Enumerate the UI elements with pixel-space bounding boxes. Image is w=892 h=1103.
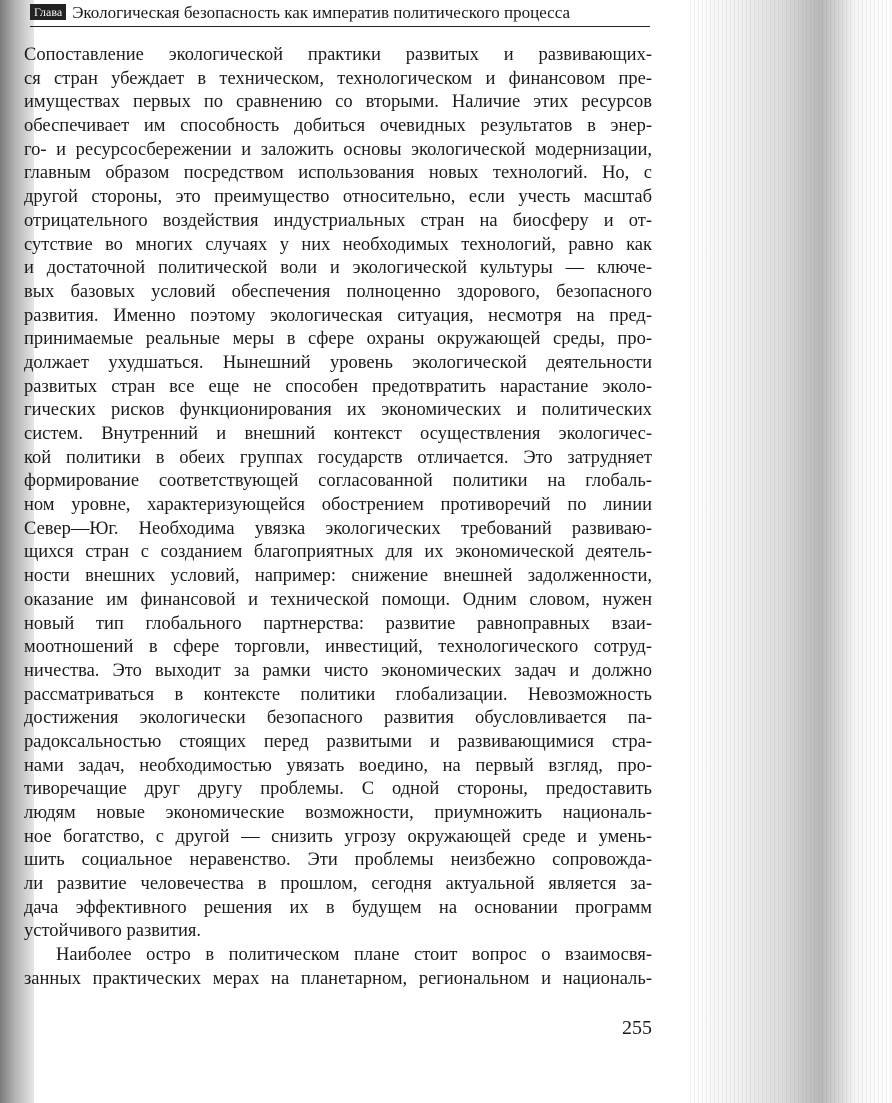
- text-line: достижения экологически безопасного развития обусловливается па-: [24, 708, 652, 729]
- text-line: развитых стран все еще не способен предотвратить нарастание эколо-: [24, 376, 652, 397]
- text-line: людям новые экономические возможности, приумножить националь-: [24, 803, 652, 823]
- text-line: и достаточной политической воли и экологической культуры — ключе-: [24, 258, 652, 279]
- text-line: главным образом посредством использования новых технологий. Но, с: [24, 163, 652, 184]
- header-title: Экологическая безопасность как императив политического процесса: [72, 3, 571, 22]
- text-line: го- и ресурсосбережении и заложить основы экологической модернизации,: [24, 139, 652, 160]
- chapter-label: Глава: [30, 4, 66, 20]
- text-line: Сопоставление экологической практики развитых и развивающих-: [24, 45, 652, 65]
- text-line: кой политики в обеих группах государств отличается. Это затрудняет: [24, 447, 652, 468]
- text-line: Наиболее остро в политическом плане стоит вопрос о взаимосвя-: [56, 945, 652, 966]
- running-header: [30, 2, 650, 27]
- text-line: формирование соответствующей согласованной политики на глобаль-: [24, 471, 652, 492]
- page-edge-stack: [690, 0, 892, 1103]
- text-line: сутствие во многих случаях у них необходимых технологий, равно как: [24, 234, 652, 255]
- text-line: радоксальностью стоящих перед развитыми и развивающимися стра-: [24, 731, 652, 752]
- text-line: гических рисков функционирования их экономических и политических: [24, 400, 652, 421]
- text-line: имуществах первых по сравнению со вторыми. Наличие этих ресурсов: [24, 92, 652, 113]
- text-line: рассматриваться в контексте политики глобализации. Невозможность: [24, 684, 652, 705]
- text-line: ничества. Это выходит за рамки чисто экономических задач и должно: [24, 660, 652, 681]
- text-line: устойчивого развития.: [24, 921, 202, 942]
- text-line: нами задач, необходимостью увязать воедино, на первый взгляд, про-: [24, 755, 652, 776]
- text-line: тиворечащие друг другу проблемы. С одной стороны, предоставить: [24, 779, 652, 800]
- text-line: ли развитие человечества в прошлом, сегодня актуальной является за-: [24, 874, 652, 895]
- text-line: Север—Юг. Необходима увязка экологических требований развиваю-: [24, 518, 652, 539]
- text-line: другой стороны, это преимущество относительно, если учесть масштаб: [24, 187, 652, 208]
- text-line: шить социальное неравенство. Эти проблемы неизбежно сопровожда-: [24, 850, 652, 871]
- text-line: ся стран убеждает в техническом, технологическом и финансовом пре-: [24, 68, 652, 89]
- text-line: должает ухудшаться. Нынешний уровень экологической деятельности: [24, 352, 652, 373]
- text-line: ное богатство, с другой — снизить угрозу окружающей среде и умень-: [24, 826, 652, 847]
- text-line: новый тип глобального партнерства: развитие равноправных взаи-: [24, 613, 652, 634]
- text-line: систем. Внутренний и внешний контекст осуществления экологичес-: [24, 424, 652, 444]
- text-line: развития. Именно поэтому экологическая ситуация, несмотря на пред-: [24, 305, 652, 326]
- text-line: дача эффективного решения их в будущем на основании программ: [24, 897, 652, 918]
- text-line: отрицательного воздействия индустриальных стран на биосферу и от-: [24, 210, 652, 231]
- page-number: 255: [622, 1017, 652, 1039]
- text-line: принимаемые реальные меры в сфере охраны окружающей среды, про-: [24, 329, 652, 350]
- text-line: ном уровне, характеризующейся обострением противоречий по линии: [24, 495, 652, 516]
- body-text: [24, 44, 652, 992]
- text-line: оказание им финансовой и технической помощи. Одним словом, нужен: [24, 589, 652, 610]
- text-line: занных практических мерах на планетарном, региональном и националь-: [24, 968, 652, 989]
- text-line: ности внешних условий, например: снижение внешней задолженности,: [24, 566, 652, 587]
- text-line: моотношений в сфере торговли, инвестиций, технологического сотруд-: [24, 637, 652, 658]
- text-line: вых базовых условий обеспечения полноценно здорового, безопасного: [24, 281, 652, 302]
- text-line: щихся стран с созданием благоприятных для их экономической деятель-: [24, 542, 652, 563]
- text-line: обеспечивает им способность добиться очевидных результатов в энер-: [24, 116, 652, 137]
